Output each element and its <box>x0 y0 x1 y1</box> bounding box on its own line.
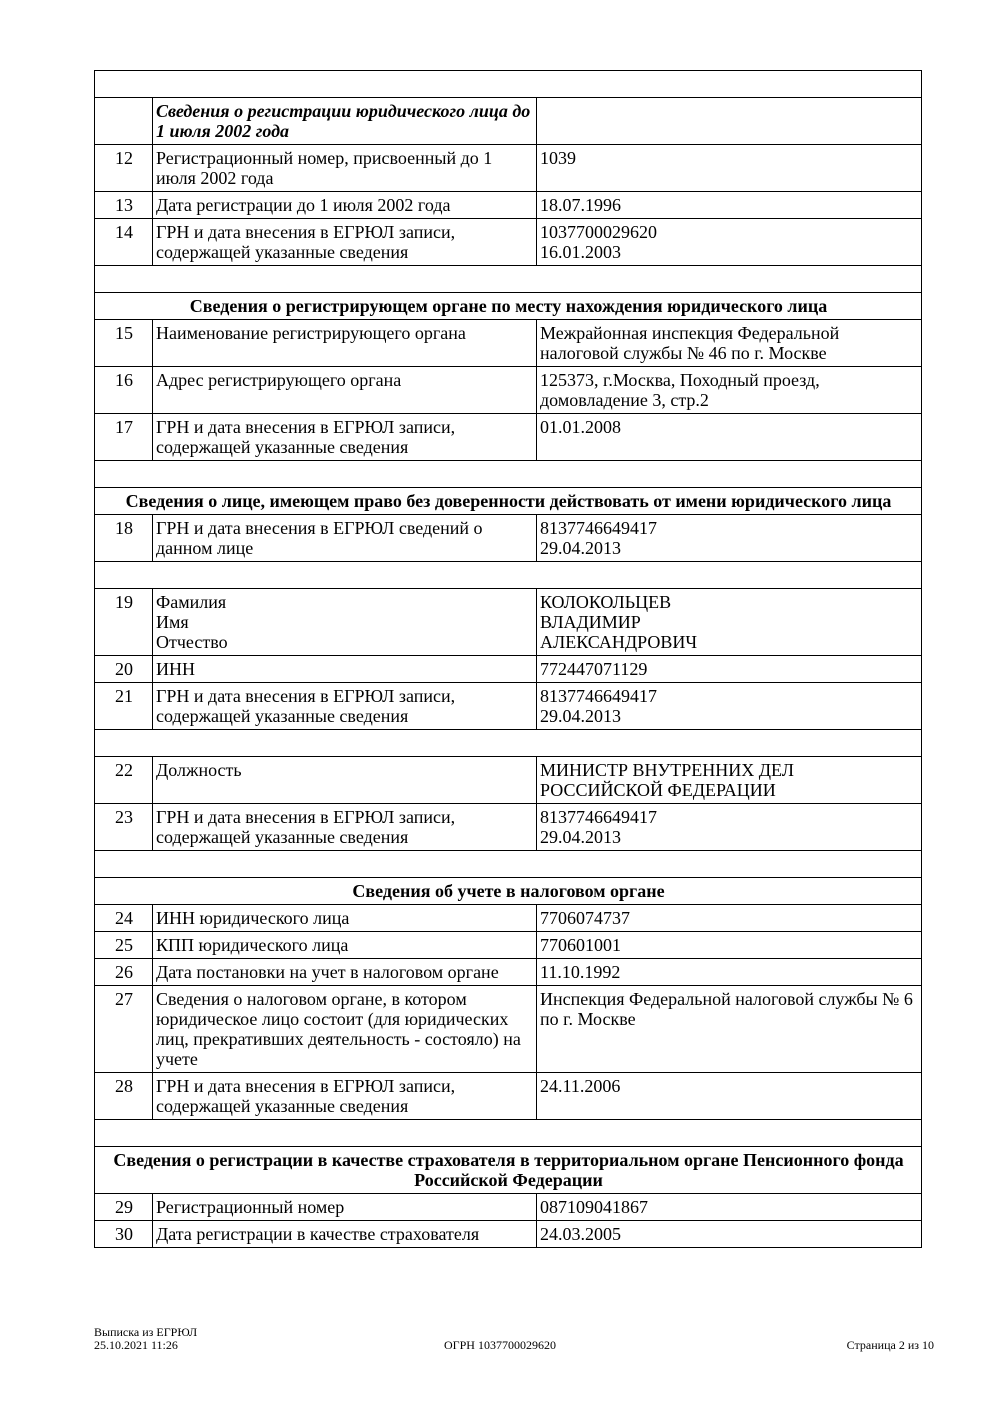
field-label-line: Имя <box>156 612 189 632</box>
field-value-line: Межрайонная инспекция Федеральной налоговой службы № 46 по г. Москве <box>540 323 840 363</box>
row-number: 29 <box>95 1194 153 1221</box>
field-value <box>537 145 922 192</box>
table-row <box>95 219 922 266</box>
section-header: Сведения об учете в налоговом органе <box>95 878 922 905</box>
field-value <box>537 515 922 562</box>
spacer-cell <box>95 266 922 293</box>
field-value <box>537 932 922 959</box>
field-value <box>537 804 922 851</box>
field-value-line: 24.11.2006 <box>540 1076 621 1096</box>
table-row <box>95 757 922 804</box>
table-row <box>95 986 922 1073</box>
field-label: Дата регистрации в качестве страхователя <box>153 1221 537 1248</box>
field-value-line: 8137746649417 <box>540 518 657 538</box>
field-label: ГРН и дата внесения в ЕГРЮЛ записи, содержащей указанные сведения <box>153 414 537 461</box>
table-row <box>95 589 922 656</box>
field-value-line: 770601001 <box>540 935 621 955</box>
field-label-line: Отчество <box>156 632 228 652</box>
row-number: 22 <box>95 757 153 804</box>
table-row <box>95 192 922 219</box>
field-value-line: КОЛОКОЛЬЦЕВ <box>540 592 672 612</box>
section-header-row <box>95 488 922 515</box>
field-label: ГРН и дата внесения в ЕГРЮЛ записи, содержащей указанные сведения <box>153 219 537 266</box>
field-label: КПП юридического лица <box>153 932 537 959</box>
field-label: ИНН <box>153 656 537 683</box>
field-value-line: 8137746649417 <box>540 686 657 706</box>
field-value <box>537 905 922 932</box>
row-number: 21 <box>95 683 153 730</box>
table-row <box>95 656 922 683</box>
field-value-line: 8137746649417 <box>540 807 657 827</box>
field-value <box>537 1073 922 1120</box>
field-label: Регистрационный номер, присвоенный до 1 июля 2002 года <box>153 145 537 192</box>
row-number: 24 <box>95 905 153 932</box>
field-value <box>537 367 922 414</box>
field-value-line: 29.04.2013 <box>540 827 621 847</box>
row-number: 14 <box>95 219 153 266</box>
section-header: Сведения о лице, имеющем право без доверенности действовать от имени юридического лица <box>95 488 922 515</box>
field-label: Должность <box>153 757 537 804</box>
field-label: Адрес регистрирующего органа <box>153 367 537 414</box>
field-value-line: 772447071129 <box>540 659 648 679</box>
table-row <box>95 683 922 730</box>
spacer-row <box>95 461 922 488</box>
field-label: Наименование регистрирующего органа <box>153 320 537 367</box>
field-value <box>537 1221 922 1248</box>
row-number: 13 <box>95 192 153 219</box>
row-number <box>95 98 153 145</box>
field-value-line: 125373, г.Москва, Походный проезд, домовладение 3, стр.2 <box>540 370 820 410</box>
section-header-row <box>95 293 922 320</box>
field-label: Дата регистрации до 1 июля 2002 года <box>153 192 537 219</box>
row-number: 12 <box>95 145 153 192</box>
spacer-cell <box>95 461 922 488</box>
field-label: Дата постановки на учет в налоговом органе <box>153 959 537 986</box>
row-number: 26 <box>95 959 153 986</box>
field-label: ИНН юридического лица <box>153 905 537 932</box>
table-row <box>95 959 922 986</box>
row-number: 23 <box>95 804 153 851</box>
field-value-line: МИНИСТР ВНУТРЕННИХ ДЕЛ РОССИЙСКОЙ ФЕДЕРАЦИИ <box>540 760 795 800</box>
footer-datetime: 25.10.2021 11:26 <box>94 1338 178 1352</box>
spacer-cell <box>95 71 922 98</box>
field-value-line: 24.03.2005 <box>540 1224 621 1244</box>
spacer-cell <box>95 562 922 589</box>
footer-ogrn: ОГРН 1037700029620 <box>444 1338 556 1352</box>
table-row <box>95 932 922 959</box>
spacer-row <box>95 266 922 293</box>
field-value-line: 29.04.2013 <box>540 538 621 558</box>
table-row <box>95 1221 922 1248</box>
section-header-row <box>95 1147 922 1194</box>
spacer-row <box>95 730 922 757</box>
row-number: 20 <box>95 656 153 683</box>
field-value-line: 1037700029620 <box>540 222 657 242</box>
table-row <box>95 1073 922 1120</box>
field-value <box>537 320 922 367</box>
field-value-line: 1039 <box>540 148 576 168</box>
field-value-line: АЛЕКСАНДРОВИЧ <box>540 632 698 652</box>
spacer-cell <box>95 730 922 757</box>
table-row <box>95 515 922 562</box>
section-header: Сведения о регистрации в качестве страхователя в территориальном органе Пенсионного фонда Российской Федерации <box>95 1147 922 1194</box>
table-row <box>95 145 922 192</box>
row-number: 19 <box>95 589 153 656</box>
table-body <box>95 71 922 1248</box>
field-value <box>537 192 922 219</box>
field-value <box>537 219 922 266</box>
field-value-line: 18.07.1996 <box>540 195 621 215</box>
subsection-header-row <box>95 98 922 145</box>
field-value <box>537 986 922 1073</box>
table-row <box>95 367 922 414</box>
row-number: 16 <box>95 367 153 414</box>
table-row <box>95 905 922 932</box>
field-value <box>537 959 922 986</box>
field-value-line: 11.10.1992 <box>540 962 621 982</box>
field-label: ГРН и дата внесения в ЕГРЮЛ сведений о данном лице <box>153 515 537 562</box>
footer-left <box>94 1326 197 1352</box>
field-value <box>537 589 922 656</box>
field-label-line: Фамилия <box>156 592 227 612</box>
row-number: 17 <box>95 414 153 461</box>
footer-doc-name: Выписка из ЕГРЮЛ <box>94 1325 198 1339</box>
field-value <box>537 98 922 145</box>
field-value <box>537 1194 922 1221</box>
field-label: ГРН и дата внесения в ЕГРЮЛ записи, содержащей указанные сведения <box>153 683 537 730</box>
spacer-cell <box>95 1120 922 1147</box>
row-number: 27 <box>95 986 153 1073</box>
field-value-line: 7706074737 <box>540 908 630 928</box>
field-value-line: 01.01.2008 <box>540 417 621 437</box>
field-value <box>537 757 922 804</box>
spacer-row <box>95 562 922 589</box>
spacer-cell <box>95 851 922 878</box>
spacer-row <box>95 1120 922 1147</box>
field-value <box>537 683 922 730</box>
field-value-line: Инспекция Федеральной налоговой службы № 6 по г. Москве <box>540 989 913 1029</box>
spacer-row <box>95 71 922 98</box>
field-value-line: 29.04.2013 <box>540 706 621 726</box>
egrul-extract-table <box>94 70 922 1248</box>
section-header-row <box>95 878 922 905</box>
row-number: 30 <box>95 1221 153 1248</box>
table-row <box>95 804 922 851</box>
section-header: Сведения о регистрирующем органе по месту нахождения юридического лица <box>95 293 922 320</box>
row-number: 25 <box>95 932 153 959</box>
row-number: 28 <box>95 1073 153 1120</box>
table-row <box>95 414 922 461</box>
table-row <box>95 320 922 367</box>
field-value-line: 087109041867 <box>540 1197 648 1217</box>
field-label: ГРН и дата внесения в ЕГРЮЛ записи, содержащей указанные сведения <box>153 1073 537 1120</box>
field-value-line: 16.01.2003 <box>540 242 621 262</box>
field-label: ГРН и дата внесения в ЕГРЮЛ записи, содержащей указанные сведения <box>153 804 537 851</box>
field-label <box>153 589 537 656</box>
subsection-title: Сведения о регистрации юридического лица до 1 июля 2002 года <box>153 98 537 145</box>
field-value-line: ВЛАДИМИР <box>540 612 641 632</box>
field-label: Регистрационный номер <box>153 1194 537 1221</box>
spacer-row <box>95 851 922 878</box>
field-value <box>537 656 922 683</box>
footer-page-number: Страница 2 из 10 <box>846 1338 934 1352</box>
table-row <box>95 1194 922 1221</box>
field-label: Сведения о налоговом органе, в котором юридическое лицо состоит (для юридических лиц, прекративших деятельность - состояло) на учете <box>153 986 537 1073</box>
row-number: 18 <box>95 515 153 562</box>
field-value <box>537 414 922 461</box>
row-number: 15 <box>95 320 153 367</box>
